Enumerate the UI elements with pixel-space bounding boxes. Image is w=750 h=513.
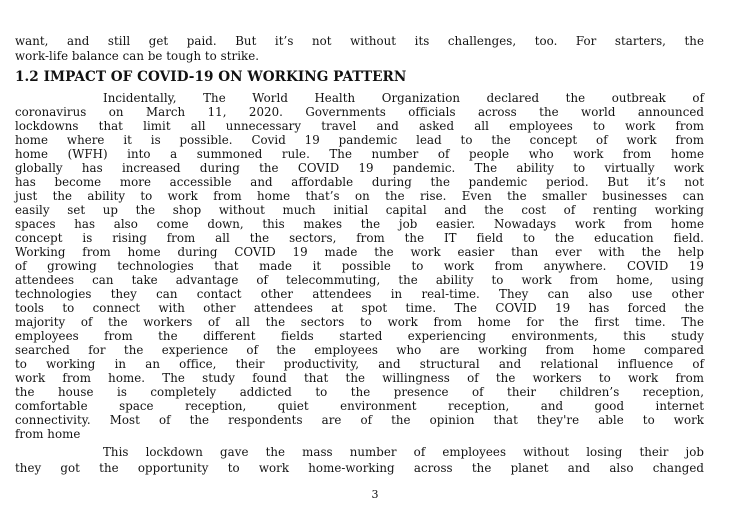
body-text-line: just the ability to work from home that’s on the rise. Even the smaller businesses can <box>15 189 704 203</box>
body-text-line: tools to connect with other attendees at spot time. The COVID 19 has forced the <box>15 301 704 315</box>
body-text-line: from home <box>15 427 81 441</box>
body-text-line: This lockdown gave the mass number of employees without losing their job <box>103 445 704 459</box>
body-text-line: work from home. The study found that the willingness of the workers to work from <box>15 371 704 385</box>
page-number: 3 <box>371 488 379 501</box>
body-text-line: comfortable space reception, quiet environment reception, and good internet <box>15 399 704 413</box>
body-text-line: concept is rising from all the sectors, from the IT field to the education field. <box>15 231 704 245</box>
section-heading: 1.2 IMPACT OF COVID-19 ON WORKING PATTERN <box>15 69 407 85</box>
body-text-line: the house is completely addicted to the presence of their children’s reception, <box>15 385 704 399</box>
body-text-line: technologies they can contact other attendees in real-time. They can also use other <box>15 287 704 301</box>
body-text-line: lockdowns that limit all unnecessary travel and asked all employees to work from <box>15 119 704 133</box>
body-text-line: coronavirus on March 11, 2020. Governments officials across the world announced <box>15 105 704 119</box>
body-text-line: globally has increased during the COVID 19 pandemic. The ability to virtually work <box>15 161 704 175</box>
body-text-line: has become more accessible and affordable during the pandemic period. But it’s not <box>15 175 704 189</box>
body-text-line: majority of the workers of all the sectors to work from home for the first time. The <box>15 315 704 329</box>
body-text-line: they got the opportunity to work home-working across the planet and also changed <box>15 461 704 475</box>
body-text-line: connectivity. Most of the respondents are of the opinion that they're able to work <box>15 413 704 427</box>
body-text-line: Working from home during COVID 19 made the work easier than ever with the help <box>15 245 704 259</box>
body-text-line: attendees can take advantage of telecommuting, the ability to work from home, using <box>15 273 704 287</box>
body-text-line: searched for the experience of the employees who are working from home compared <box>15 343 704 357</box>
body-text-line: to working in an office, their productivity, and structural and relational influence of <box>15 357 704 371</box>
body-text-line: employees from the different fields started experiencing environments, this study <box>15 329 704 343</box>
body-text-line: of growing technologies that made it possible to work from anywhere. COVID 19 <box>15 259 704 273</box>
body-text-line: Incidentally, The World Health Organization declared the outbreak of <box>103 91 704 105</box>
body-text-line: home (WFH) into a summoned rule. The number of people who work from home <box>15 147 704 161</box>
body-text-line: spaces has also come down, this makes the job easier. Nowadays work from home <box>15 217 704 231</box>
body-text-line: home where it is possible. Covid 19 pandemic lead to the concept of work from <box>15 133 704 147</box>
body-text-line: want, and still get paid. But it’s not without its challenges, too. For starters, the <box>15 34 704 48</box>
body-text-line: easily set up the shop without much initial capital and the cost of renting working <box>15 203 704 217</box>
body-text-line: work-life balance can be tough to strike. <box>15 49 260 63</box>
